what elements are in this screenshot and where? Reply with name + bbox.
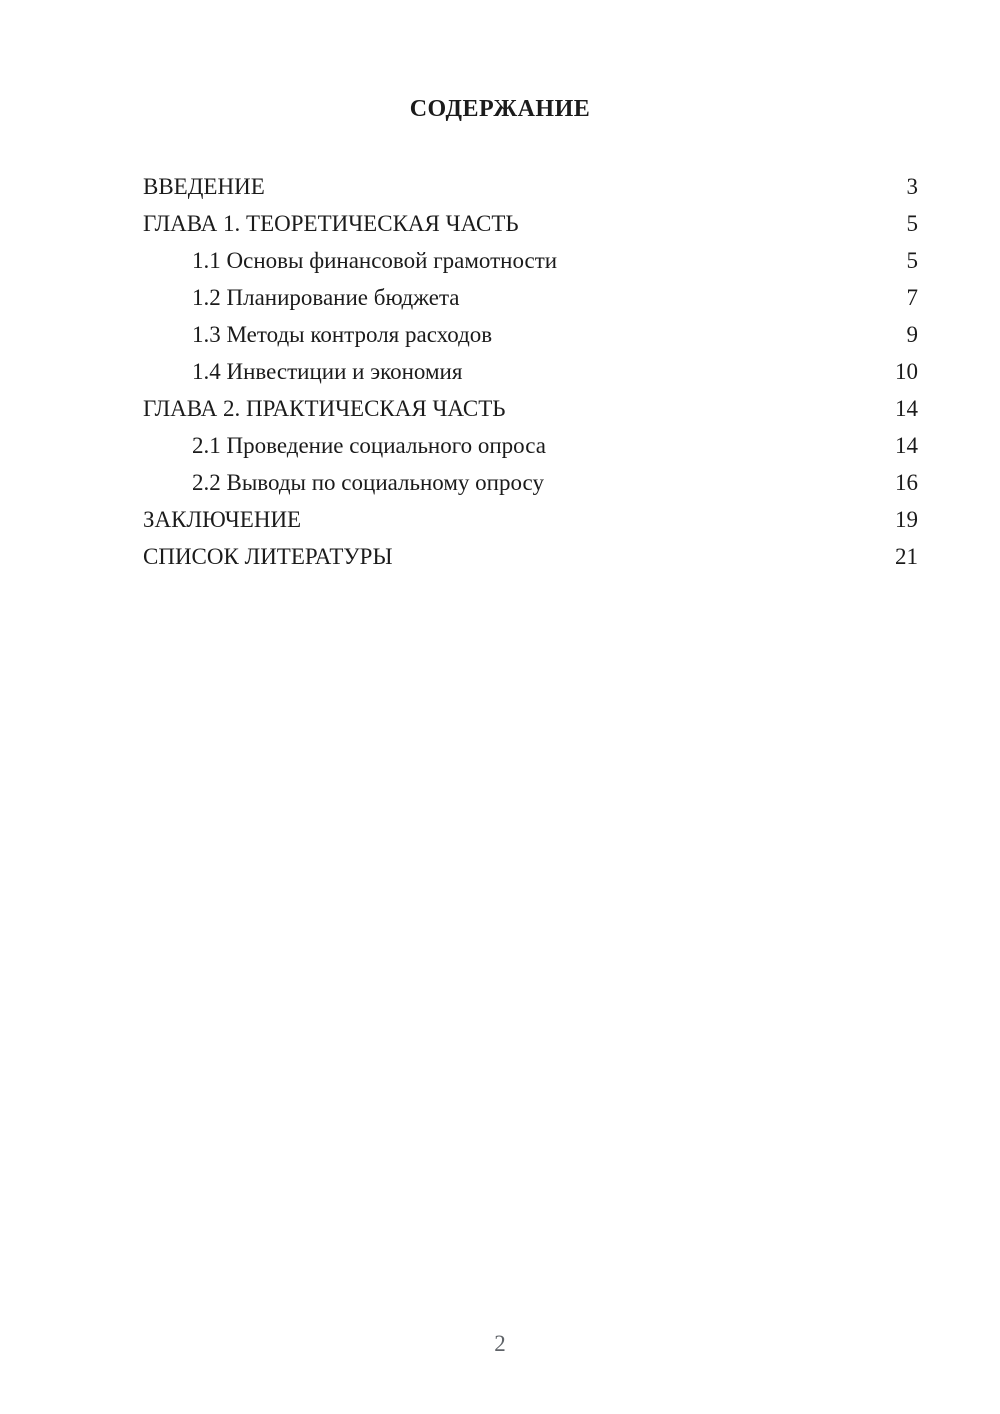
toc-entry — [143, 353, 918, 390]
toc-entry-label: СПИСОК ЛИТЕРАТУРЫ — [143, 543, 393, 569]
toc-entry-page: 10 — [895, 358, 918, 384]
toc-entry — [143, 279, 918, 316]
toc-entry-page: 9 — [906, 321, 918, 347]
toc-entry-page: 14 — [895, 432, 918, 458]
toc-entry-label: ГЛАВА 2. ПРАКТИЧЕСКАЯ ЧАСТЬ — [143, 395, 506, 421]
table-of-contents — [143, 168, 918, 575]
toc-entry-label: 1.2 Планирование бюджета — [192, 284, 460, 310]
toc-entry-label: 2.2 Выводы по социальному опросу — [192, 469, 544, 495]
toc-entry — [143, 168, 918, 205]
toc-entry-label: ЗАКЛЮЧЕНИЕ — [143, 506, 302, 532]
toc-entry-label: ВВЕДЕНИЕ — [143, 173, 265, 199]
toc-entry-page: 14 — [895, 395, 918, 421]
toc-entry-label: 1.1 Основы финансовой грамотности — [192, 247, 558, 273]
toc-entry-page: 19 — [895, 506, 918, 532]
toc-entry-page: 5 — [906, 247, 918, 273]
toc-entry-page: 16 — [895, 469, 918, 495]
toc-entry-page: 3 — [906, 173, 918, 199]
toc-entry — [143, 501, 918, 538]
toc-entry — [143, 390, 918, 427]
page-title: СОДЕРЖАНИЕ — [409, 96, 591, 122]
toc-entry-label: 2.1 Проведение социального опроса — [192, 432, 546, 458]
toc-entry — [143, 316, 918, 353]
toc-entry — [143, 538, 918, 575]
toc-entry — [143, 242, 918, 279]
toc-entry — [143, 464, 918, 501]
toc-entry-page: 7 — [906, 284, 918, 310]
toc-entry-page: 5 — [906, 210, 918, 236]
toc-entry-label: 1.4 Инвестиции и экономия — [192, 358, 463, 384]
toc-entry — [143, 427, 918, 464]
toc-entry-page: 21 — [895, 543, 918, 569]
toc-entry-label: ГЛАВА 1. ТЕОРЕТИЧЕСКАЯ ЧАСТЬ — [143, 210, 519, 236]
footer-page-number: 2 — [494, 1331, 506, 1356]
toc-entry-label: 1.3 Методы контроля расходов — [192, 321, 493, 347]
toc-entry — [143, 205, 918, 242]
